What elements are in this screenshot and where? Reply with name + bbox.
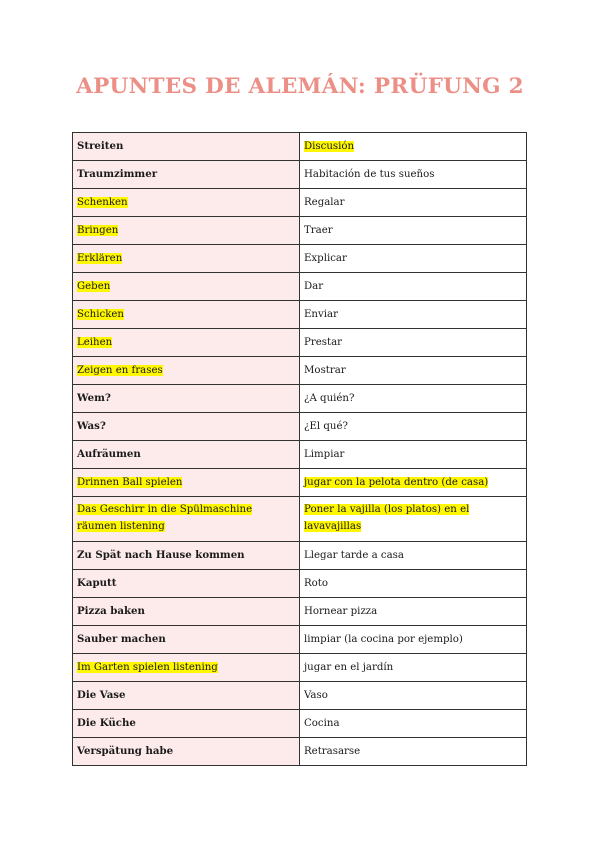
spanish-translation-cell bbox=[300, 542, 527, 570]
spanish-translation: Mostrar bbox=[304, 365, 346, 376]
spanish-translation: Cocina bbox=[304, 718, 340, 729]
spanish-translation: Limpiar bbox=[304, 449, 345, 460]
table-row bbox=[73, 441, 527, 469]
german-term: Leihen bbox=[77, 337, 113, 348]
table-row bbox=[73, 161, 527, 189]
table-row bbox=[73, 413, 527, 441]
spanish-translation-cell bbox=[300, 161, 527, 189]
german-term-cell bbox=[73, 161, 300, 189]
german-term-cell bbox=[73, 738, 300, 766]
table-row bbox=[73, 357, 527, 385]
german-term-cell bbox=[73, 273, 300, 301]
spanish-translation: limpiar (la cocina por ejemplo) bbox=[304, 634, 463, 645]
german-term: Die Küche bbox=[77, 717, 136, 729]
table-row bbox=[73, 273, 527, 301]
german-term-cell bbox=[73, 329, 300, 357]
german-term-cell bbox=[73, 710, 300, 738]
spanish-translation: Prestar bbox=[304, 337, 343, 348]
german-term: Schenken bbox=[77, 197, 128, 208]
german-term-cell bbox=[73, 654, 300, 682]
spanish-translation: Regalar bbox=[304, 197, 345, 208]
spanish-translation: Vaso bbox=[304, 690, 328, 701]
spanish-translation-cell bbox=[300, 710, 527, 738]
spanish-translation-cell bbox=[300, 301, 527, 329]
german-term-cell bbox=[73, 542, 300, 570]
german-term-cell bbox=[73, 217, 300, 245]
spanish-translation: ¿A quién? bbox=[304, 393, 355, 404]
spanish-translation-cell bbox=[300, 133, 527, 161]
spanish-translation-cell bbox=[300, 598, 527, 626]
spanish-translation-cell bbox=[300, 626, 527, 654]
german-term: Zu Spät nach Hause kommen bbox=[77, 549, 245, 561]
spanish-translation-cell bbox=[300, 654, 527, 682]
german-term-cell bbox=[73, 497, 300, 542]
german-term-cell bbox=[73, 682, 300, 710]
table-row bbox=[73, 542, 527, 570]
german-term: Wem? bbox=[77, 392, 111, 404]
german-term-cell bbox=[73, 570, 300, 598]
spanish-translation: jugar con la pelota dentro (de casa) bbox=[304, 477, 489, 488]
german-term-cell bbox=[73, 385, 300, 413]
table-row bbox=[73, 682, 527, 710]
german-term: Verspätung habe bbox=[77, 745, 174, 757]
german-term-cell bbox=[73, 469, 300, 497]
spanish-translation: Enviar bbox=[304, 309, 338, 320]
table-row bbox=[73, 245, 527, 273]
spanish-translation-cell bbox=[300, 385, 527, 413]
spanish-translation-cell bbox=[300, 441, 527, 469]
spanish-translation-cell bbox=[300, 413, 527, 441]
table-row bbox=[73, 133, 527, 161]
spanish-translation-cell bbox=[300, 217, 527, 245]
spanish-translation: Discusión bbox=[304, 141, 355, 152]
german-term-cell bbox=[73, 441, 300, 469]
german-term: Was? bbox=[77, 420, 106, 432]
german-term-cell bbox=[73, 189, 300, 217]
spanish-translation: Retrasarse bbox=[304, 746, 361, 757]
spanish-translation-cell bbox=[300, 189, 527, 217]
german-term-cell bbox=[73, 357, 300, 385]
spanish-translation: jugar en el jardín bbox=[304, 662, 394, 673]
german-term: Traumzimmer bbox=[77, 168, 158, 180]
german-term: Sauber machen bbox=[77, 633, 166, 645]
table-row bbox=[73, 301, 527, 329]
spanish-translation: Roto bbox=[304, 578, 329, 589]
spanish-translation-cell bbox=[300, 570, 527, 598]
spanish-translation-cell bbox=[300, 738, 527, 766]
german-term-cell bbox=[73, 133, 300, 161]
german-term: Schicken bbox=[77, 309, 124, 320]
table-row bbox=[73, 189, 527, 217]
table-row bbox=[73, 626, 527, 654]
spanish-translation: Dar bbox=[304, 281, 324, 292]
german-term: Zeigen en frases bbox=[77, 365, 163, 376]
german-term: Pizza baken bbox=[77, 605, 145, 617]
spanish-translation-cell bbox=[300, 357, 527, 385]
german-term: Bringen bbox=[77, 225, 119, 236]
spanish-translation: Hornear pizza bbox=[304, 606, 378, 617]
german-term-cell bbox=[73, 626, 300, 654]
spanish-translation: Llegar tarde a casa bbox=[304, 550, 404, 561]
table-row bbox=[73, 469, 527, 497]
german-term-cell bbox=[73, 245, 300, 273]
german-term: Drinnen Ball spielen bbox=[77, 477, 183, 488]
table-row bbox=[73, 738, 527, 766]
german-term-cell bbox=[73, 598, 300, 626]
spanish-translation-cell bbox=[300, 469, 527, 497]
spanish-translation: Habitación de tus sueños bbox=[304, 169, 435, 180]
table-row bbox=[73, 497, 527, 542]
german-term-cell bbox=[73, 413, 300, 441]
spanish-translation: Poner la vajilla (los platos) en el lavavajillas bbox=[304, 504, 470, 532]
german-term: Kaputt bbox=[77, 577, 117, 589]
table-row bbox=[73, 385, 527, 413]
spanish-translation: Explicar bbox=[304, 253, 347, 264]
german-term: Streiten bbox=[77, 140, 124, 152]
spanish-translation-cell bbox=[300, 329, 527, 357]
table-row bbox=[73, 570, 527, 598]
table-row bbox=[73, 217, 527, 245]
table-row bbox=[73, 329, 527, 357]
page-title: APUNTES DE ALEMÁN: PRÜFUNG 2 bbox=[76, 74, 524, 99]
german-term: Die Vase bbox=[77, 689, 126, 701]
german-term: Im Garten spielen listening bbox=[77, 662, 218, 673]
spanish-translation: Traer bbox=[304, 225, 333, 236]
german-term: Das Geschirr in die Spülmaschine räumen listening bbox=[77, 504, 253, 532]
vocabulary-table-body bbox=[73, 133, 527, 766]
german-term: Erklären bbox=[77, 253, 123, 264]
vocabulary-table bbox=[72, 132, 527, 766]
spanish-translation-cell bbox=[300, 245, 527, 273]
table-row bbox=[73, 598, 527, 626]
spanish-translation: ¿El qué? bbox=[304, 421, 348, 432]
spanish-translation-cell bbox=[300, 682, 527, 710]
german-term: Geben bbox=[77, 281, 111, 292]
table-row bbox=[73, 654, 527, 682]
spanish-translation-cell bbox=[300, 497, 527, 542]
spanish-translation-cell bbox=[300, 273, 527, 301]
german-term-cell bbox=[73, 301, 300, 329]
table-row bbox=[73, 710, 527, 738]
german-term: Aufräumen bbox=[77, 448, 141, 460]
